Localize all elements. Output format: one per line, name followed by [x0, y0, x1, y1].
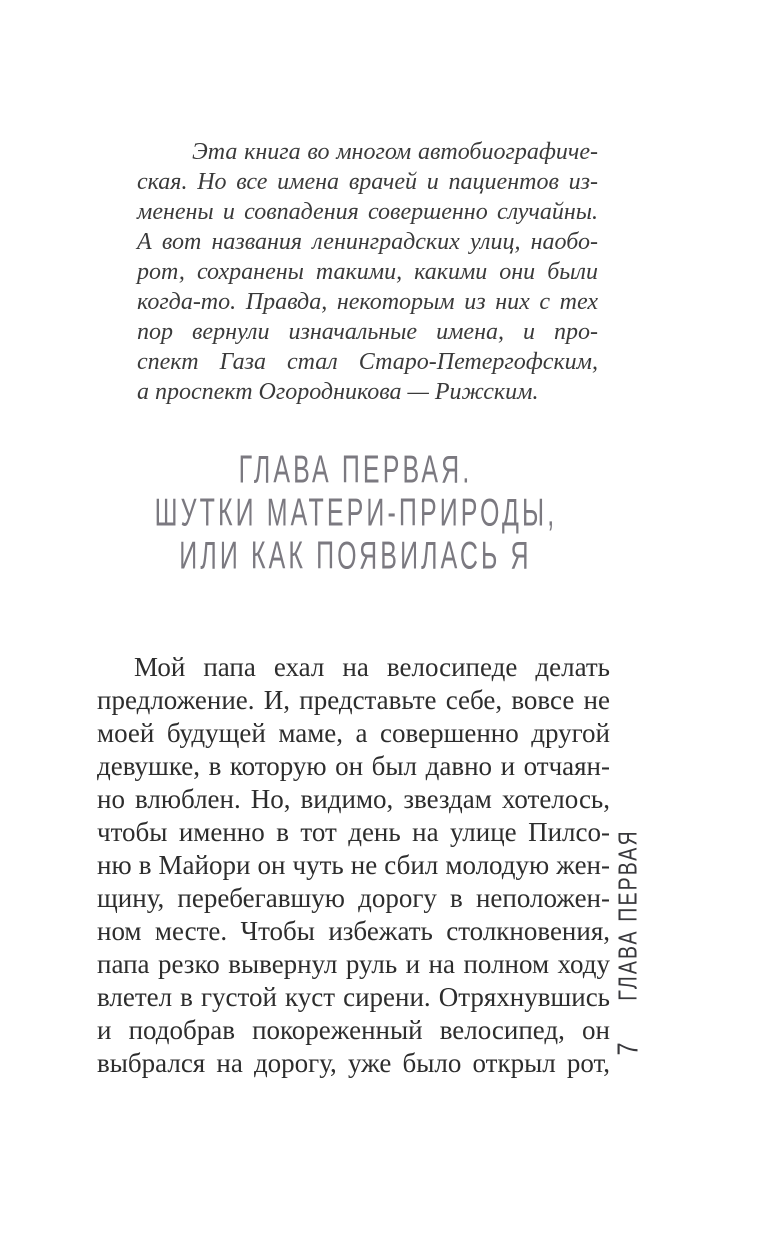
body-text-line: влетел в густой куст сирени. Отряхнувшись: [97, 982, 610, 1012]
epigraph-line: пор вернули изначальные имена, и про-: [137, 319, 598, 345]
epigraph-line: ская. Но все имена врачей и пациентов из-: [137, 169, 598, 195]
body-text-line: ном месте. Чтобы избежать столкновения,: [97, 916, 610, 946]
body-text-line: выбрался на дорогу, уже было открыл рот,: [97, 1048, 610, 1078]
body-text-line: папа резко вывернул руль и на полном ходу: [97, 949, 610, 979]
margin-chapter-label: ГЛАВА ПЕРВАЯ: [612, 829, 642, 1001]
body-text-line: ню в Майори он чуть не сбил молодую жен-: [97, 850, 610, 880]
epigraph-line: А вот названия ленинградских улиц, наобо-: [137, 229, 598, 255]
epigraph-line: менены и совпадения совершенно случайны.: [137, 199, 598, 225]
body-text-line: щину, перебегавшую дорогу в неположен-: [97, 883, 610, 913]
epigraph-line: а проспект Огородникова — Рижским.: [137, 379, 539, 405]
body-text-line: Мой папа ехал на велосипеде делать: [134, 652, 610, 682]
page-number: 7: [610, 1042, 644, 1056]
chapter-heading: [98, 448, 613, 577]
chapter-heading-line: ИЛИ КАК ПОЯВИЛАСЬ Я: [179, 532, 532, 577]
body-text-line: чтобы именно в тот день на улице Пилсо-: [97, 817, 610, 847]
epigraph-line: когда-то. Правда, некоторым из них с тех: [137, 289, 598, 315]
body-paragraph: [97, 651, 610, 1080]
body-text-line: но влюблен. Но, видимо, звездам хотелось,: [97, 784, 610, 814]
epigraph-line: Эта книга во многом автобиографиче-: [192, 139, 598, 165]
body-text-line: девушке, в которую он был давно и отчаян-: [97, 751, 610, 781]
body-text-line: моей будущей маме, а совершенно другой: [97, 718, 610, 748]
epigraph-line: спект Газа стал Старо-Петергофским,: [137, 349, 598, 375]
epigraph-block: [137, 137, 598, 407]
epigraph-line: рот, сохранены такими, какими они были: [137, 259, 598, 285]
body-text-line: предложение. И, представьте себе, вовсе не: [97, 685, 610, 715]
body-text-line: и подобрав покореженный велосипед, он: [97, 1015, 610, 1045]
chapter-heading-line: ГЛАВА ПЕРВАЯ.: [238, 446, 473, 491]
chapter-heading-line: ШУТКИ МАТЕРИ-ПРИРОДЫ,: [154, 489, 558, 534]
